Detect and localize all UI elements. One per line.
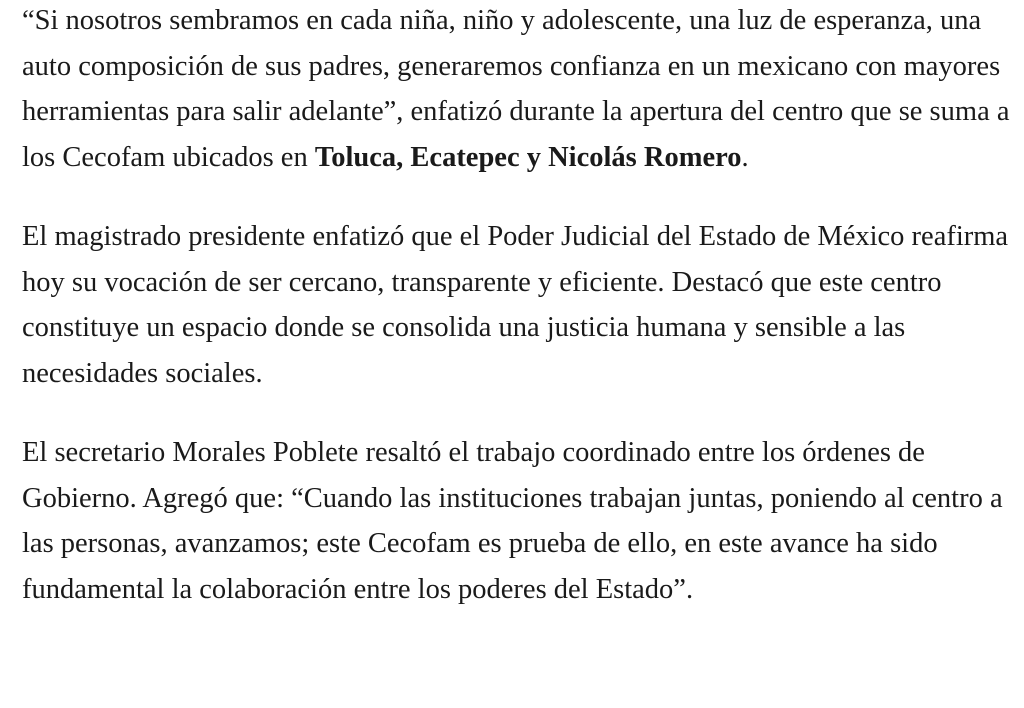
article-paragraph-magistrate: El magistrado presidente enfatizó que el Poder Judicial del Estado de México reafirma hoy su vocación de ser cercano, transparente y eficiente. Destacó que este centro constituye un espacio donde se consolida una justicia humana y sensible a las necesidades sociales. [22,221,1009,389]
bold-locations: Toluca, Ecatepec y Nicolás Romero [314,141,742,173]
article-paragraph-secretary: El secretario Morales Poblete resaltó el trabajo coordinado entre los órdenes de Gobierno. Agregó que: “Cuando las instituciones trabajan juntas, poniendo al centro a las personas, avanzamos; este Cecofam es prueba de ello, en este avance ha sido fundamental la colaboración entre los poderes del Estado”. [22,437,1003,605]
article-body [22,0,1012,646]
paragraph-1-text: “Si nosotros sembramos en cada niña, niño y adolescente, una luz de esperanza, una auto composición de sus padres, generaremos confianza en un mexicano con mayores herramientas para salir adelante”, enfatizó durante la apertura del centro que se suma a los Cecofam ubicados en [22,5,1010,173]
paragraph-1-end: . [741,141,749,173]
article-paragraph-quote [22,0,1012,180]
